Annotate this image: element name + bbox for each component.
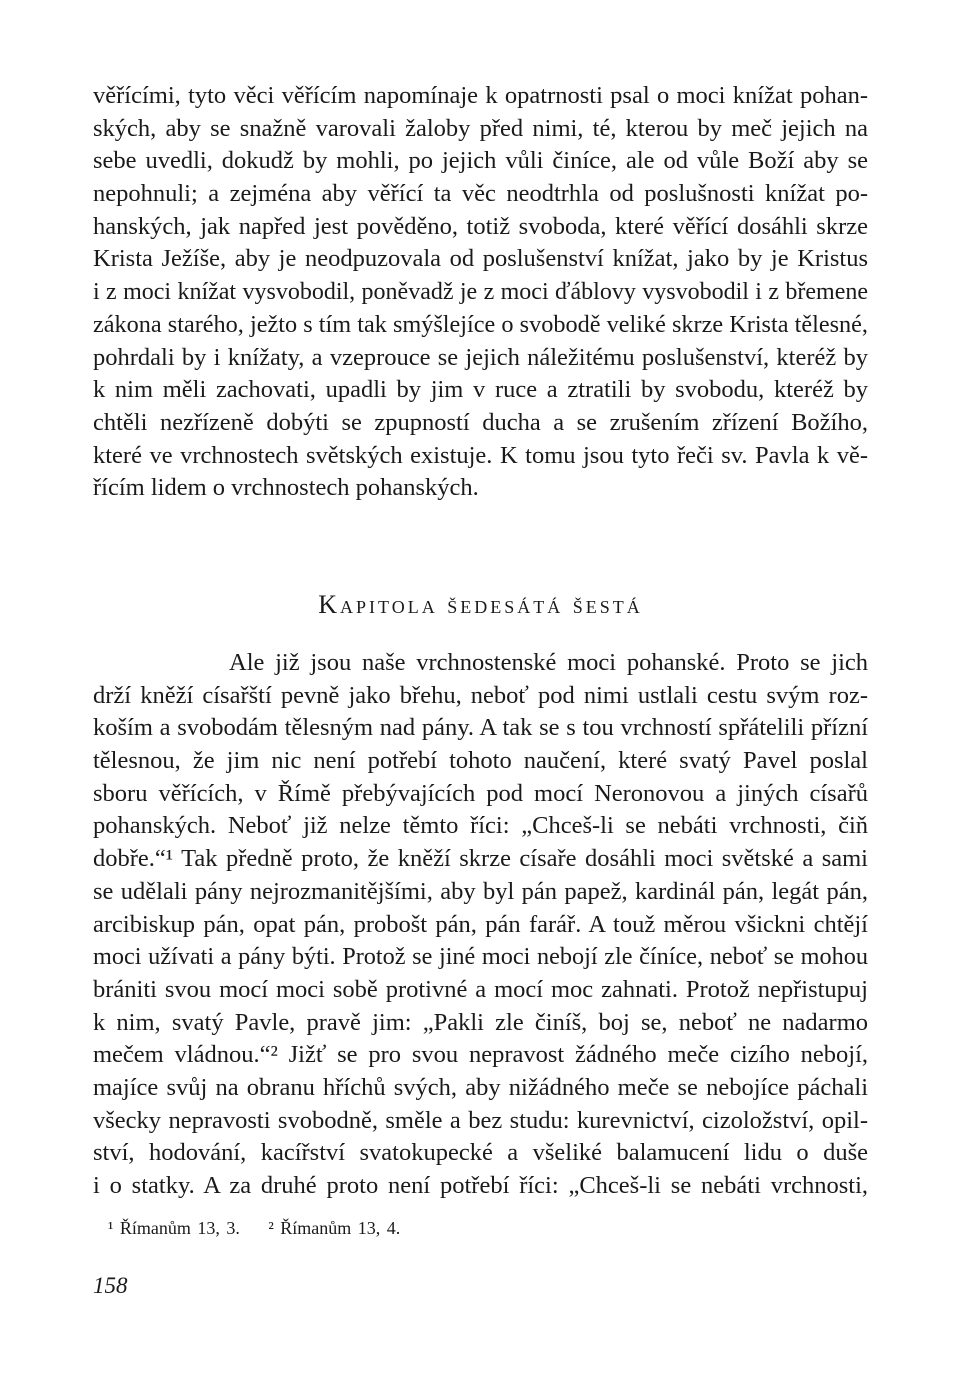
page-content (93, 80, 868, 1199)
text-line: Ale již jsou naše vrchnostenské moci pohanské. Proto se jich (229, 649, 868, 676)
text-line: všecky nepravosti svobodně, směle a bez studu: kurevnictví, cizoložství, opil- (93, 1106, 868, 1134)
text-line: Krista Ježíše, aby je neodpuzovala od poslušenství knížat, jako by je Kristus (93, 245, 868, 273)
text-line: řícím lidem o vrchnostech pohanských. (93, 474, 479, 502)
text-line: majíce svůj na obranu hříchů svých, aby nižádného meče se nebojíce páchali (93, 1073, 868, 1101)
text-line: chtěli nezřízeně dobýti se zpupností ducha a se zrušením zřízení Božího, (93, 408, 868, 436)
text-line: k nim měli zachovati, upadli by jim v ruce a ztratili by svobodu, kteréž by (93, 376, 868, 404)
text-line: sboru věřících, v Římě přebývajících pod mocí Neronovou a jiných císařů (93, 779, 868, 807)
text-line: nepohnuli; a zejména aby věřící ta věc neodtrhla od poslušnosti knížat po- (93, 180, 868, 208)
text-line: arcibiskup pán, opat pán, probošt pán, pán farář. A touž měrou všickni chtějí (93, 910, 868, 938)
text-line: pohanských. Neboť již nelze těmto říci: „Chceš-li se nebáti vrchnosti, čiň (93, 812, 868, 840)
text-line: ských, aby se snažně varovali žaloby před nimi, té, kterou by meč jejich na (93, 114, 868, 142)
paragraph-continuation (93, 80, 868, 505)
text-line: ství, hodování, kacířství svatokupecké a všeliké balamucení lidu o duše (93, 1139, 868, 1167)
text-line: tělesnou, že jim nic není potřebí tohoto naučení, které svatý Pavel poslal (93, 747, 868, 775)
text-line: mečem vládnou.“² Jižť se pro svou nepravost žádného meče cizího nebojí, (93, 1041, 868, 1069)
footnote: ¹ Římanům 13, 3. (108, 1218, 240, 1238)
text-line: které ve vrchnostech světských existuje. K tomu jsou tyto řeči sv. Pavla k vě- (93, 441, 868, 469)
text-line: sebe uvedli, dokudž by mohli, po jejich vůli činíce, ale od vůle Boží aby se (93, 147, 868, 175)
text-line: drží kněží císařští pevně jako břehu, neboť pod nimi ustlali cestu svým roz- (93, 681, 868, 709)
text-line: dobře.“¹ Tak předně proto, že kněží skrze císaře dosáhli moci světské a sami (93, 845, 868, 873)
text-line: věřícími, tyto věci věřícím napomínaje k opatrnosti psal o moci knížat pohan- (93, 82, 868, 109)
page-number: 158 (93, 1273, 128, 1298)
text-line: i o statky. A za druhé proto není potřebí říci: „Chceš-li se nebáti vrchnosti, (93, 1172, 868, 1199)
text-line: se udělali pány nejrozmanitějšími, aby byl pán papež, kardinál pán, legát pán, (93, 877, 868, 905)
text-line: hanských, jak napřed jest pověděno, totiž svoboda, které věřící dosáhli skrze (93, 212, 868, 240)
text-line: moci užívati a pány býti. Protož se jiné moci nebojí zle číníce, neboť se mohou (93, 943, 868, 971)
text-line: brániti svou mocí moci sobě protivné a mocí moc zahnati. Protož nepřistupuj (93, 975, 868, 1003)
text-line: zákona starého, ježto s tím tak smýšlejíce o svobodě veliké skrze Krista tělesné, (93, 310, 868, 338)
chapter-heading: Kapitola šedesátá šestá (318, 590, 643, 619)
chapter-body (93, 647, 868, 1203)
footnote: ² Římanům 13, 4. (268, 1218, 401, 1238)
text-line: pohrdali by i knížaty, a vzeprouce se jejich náležitému poslušenství, kteréž by (93, 343, 868, 371)
text-line: k nim, svatý Pavle, pravě jim: „Pakli zle činíš, boj se, neboť ne nadarmo (93, 1008, 868, 1036)
text-line: koším a svobodám tělesným nad pány. A tak se s tou vrchností spřátelili přízní (93, 714, 868, 742)
footnotes (108, 1218, 422, 1239)
text-line: i z moci knížat vysvobodil, poněvadž je z moci ďáblovy vysvobodil i z břemene (93, 279, 868, 306)
